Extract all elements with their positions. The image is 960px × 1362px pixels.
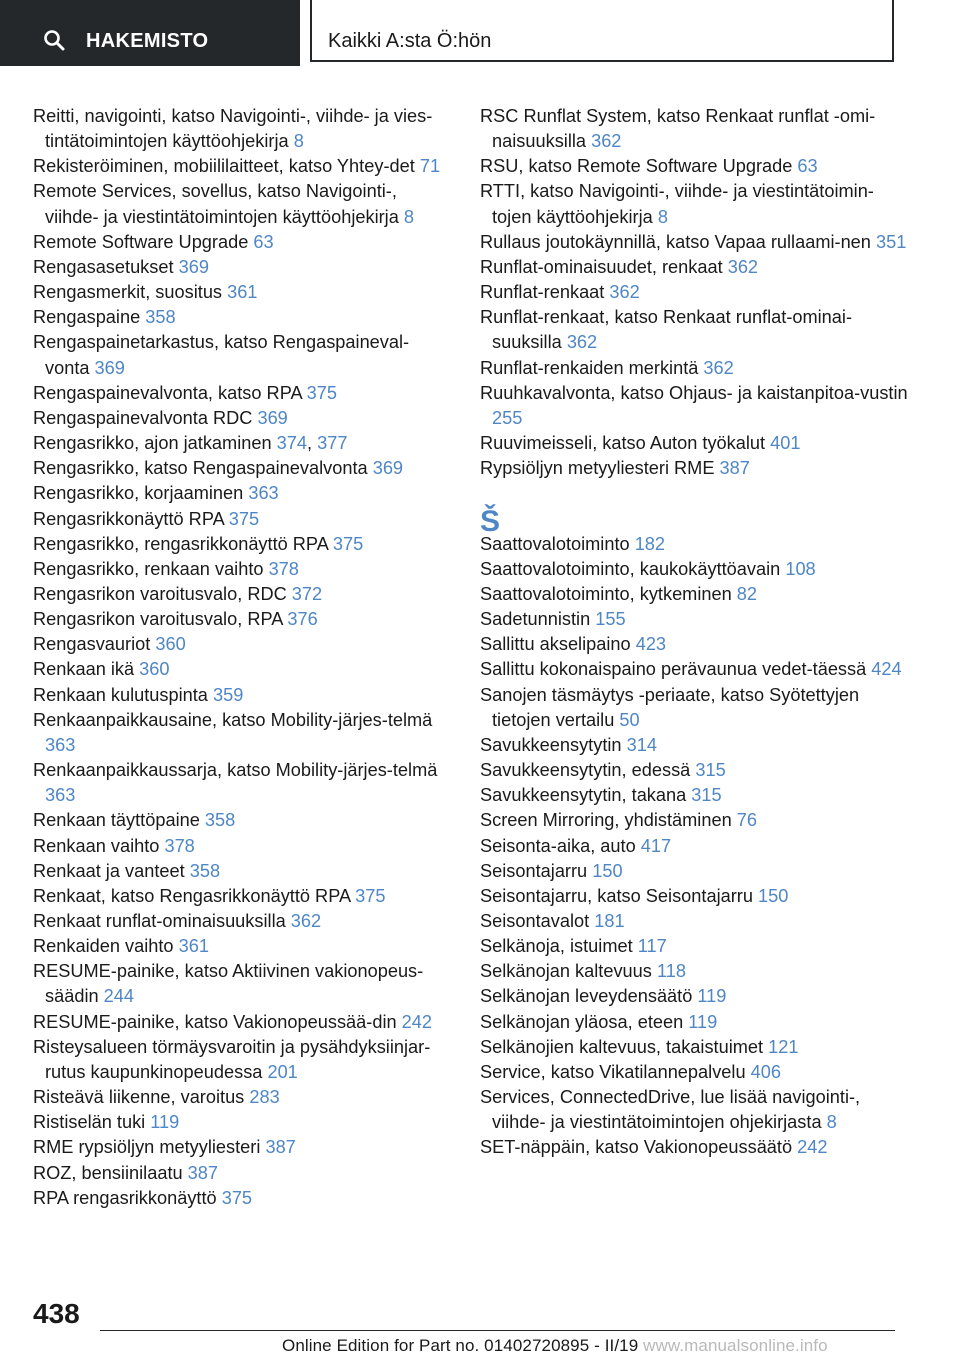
index-entry-text: RSC Runflat System, katso Renkaat runflat -omi-naisuuksilla xyxy=(480,106,876,152)
index-entry-text: Renkaan kulutuspinta xyxy=(33,684,213,705)
index-entry xyxy=(480,909,910,934)
index-group-r xyxy=(480,104,910,481)
index-entry-text: Savukkeensytytin, edessä xyxy=(480,760,696,781)
index-entry-text: Remote Software Upgrade xyxy=(33,231,254,252)
index-entry xyxy=(480,733,910,758)
page-link[interactable]: 376 xyxy=(287,609,318,630)
index-entry xyxy=(480,557,910,582)
page-link[interactable]: 417 xyxy=(640,835,672,856)
page-link[interactable]: 150 xyxy=(758,885,789,906)
index-entry xyxy=(33,1010,453,1035)
edition-text: Online Edition for Part no. 01402720895 - II/19 xyxy=(282,1336,639,1355)
index-entry-text: Rengasrikkonäyttö RPA xyxy=(33,508,229,529)
index-entry-text: SET-näppäin, katso Vakionopeussäätö xyxy=(480,1137,798,1158)
index-entry-text: Rengaspainevalvonta, katso RPA xyxy=(33,382,307,403)
index-entry xyxy=(33,406,453,431)
index-entry xyxy=(480,154,910,179)
index-entry-text: Renkaiden vaihto xyxy=(33,936,179,957)
index-entry xyxy=(33,934,453,959)
index-entry-text: Ruuvimeisseli, katso Auton työkalut xyxy=(480,433,771,454)
index-entry xyxy=(33,1110,453,1135)
index-entry xyxy=(33,507,453,532)
index-column-left xyxy=(33,104,453,1211)
index-entry xyxy=(480,783,910,808)
page-link[interactable]: 8 xyxy=(403,206,414,227)
index-entry xyxy=(33,481,453,506)
page-link[interactable]: 362 xyxy=(703,357,734,378)
index-entry xyxy=(480,959,910,984)
index-entry xyxy=(33,154,453,179)
index-entry-text: Renkaanpaikkaussarja, katso Mobility-järjes-telmä xyxy=(33,760,438,781)
page-link[interactable]: 360 xyxy=(155,634,186,655)
index-entry-text: Screen Mirroring, yhdistäminen xyxy=(480,810,737,831)
index-entry xyxy=(480,104,910,154)
index-entry xyxy=(480,230,910,255)
index-entry-text: Saattovalotoiminto, kaukokäyttöavain xyxy=(480,558,786,579)
page-link[interactable]: 369 xyxy=(178,256,209,277)
search-icon xyxy=(42,28,66,52)
index-entry-text: Selkänojan yläosa, eteen xyxy=(480,1011,689,1032)
index-entry-text: Remote Services, sovellus, katso Navigointi-, viihde- ja viestintätoimintojen käyttöohjekirja xyxy=(33,181,404,227)
index-entry-text: Rengaspaine xyxy=(33,307,146,328)
index-entry xyxy=(480,381,910,431)
page-link[interactable]: 8 xyxy=(657,206,668,227)
footer-edition xyxy=(282,1336,828,1356)
page-link[interactable]: 71 xyxy=(419,156,441,177)
index-entry xyxy=(480,683,910,733)
index-entry-text: Rengasrikon varoitusvalo, RDC xyxy=(33,583,292,604)
page-link[interactable]: 362 xyxy=(290,911,322,931)
page-link[interactable]: 372 xyxy=(291,583,323,604)
index-entry-text: Rengasmerkit, suositus xyxy=(33,282,228,303)
index-entry-text: Rengasrikon varoitusvalo, RPA xyxy=(33,609,288,630)
page-link[interactable]: 362 xyxy=(566,332,598,353)
index-entry xyxy=(480,1035,910,1060)
index-entry xyxy=(480,758,910,783)
index-entry-text: Rengasvauriot xyxy=(33,634,156,655)
page-link[interactable]: 361 xyxy=(227,282,258,303)
index-entry xyxy=(480,356,910,381)
page-link[interactable]: 255 xyxy=(492,407,523,428)
index-entry xyxy=(480,456,910,481)
index-entry-text: Rypsiöljyn metyyliesteri RME xyxy=(480,458,720,479)
index-entry-text: Ruuhkavalvonta, katso Ohjaus- ja kaistanpitoa-vustin xyxy=(480,382,908,403)
page-link[interactable]: 351 xyxy=(875,231,907,252)
page-number: 438 xyxy=(33,1298,80,1329)
page-link[interactable]: 363 xyxy=(45,734,76,755)
index-entry-text: Selkänojan leveydensäätö xyxy=(480,986,698,1007)
index-entry xyxy=(33,708,453,758)
index-entry xyxy=(33,532,453,557)
section-title: Kaikki A:sta Ö:hön xyxy=(328,30,492,52)
index-entry xyxy=(33,582,453,607)
index-entry-text: Selkänojan kaltevuus xyxy=(480,961,657,982)
index-entry-text: Renkaan vaihto xyxy=(33,835,165,856)
page-link[interactable]: 358 xyxy=(204,810,236,831)
page-link[interactable]: 363 xyxy=(248,483,279,504)
page-link[interactable]: 150 xyxy=(592,860,623,881)
index-entry-text: Rengasrikko, rengasrikkonäyttö RPA xyxy=(33,533,333,554)
page-link[interactable]: 378 xyxy=(268,558,299,579)
index-tab-label: HAKEMISTO xyxy=(86,30,209,52)
index-entry xyxy=(33,632,453,657)
page-link[interactable]: 369 xyxy=(372,458,404,479)
index-entry-text: Reitti, navigointi, katso Navigointi-, viihde- ja vies-tintätoimintojen käyttöohjekirja xyxy=(33,106,433,152)
index-entry-text: Savukkeensytytin xyxy=(480,734,627,755)
watermark-site: www.manualsonline.info xyxy=(643,1336,828,1355)
index-entry xyxy=(480,1010,910,1035)
index-entry-text: Rullaus joutokäynnillä, katso Vapaa rullaami-nen xyxy=(480,231,876,252)
page-link[interactable]: 315 xyxy=(695,760,726,781)
index-entry-text: RPA rengasrikkonäyttö xyxy=(33,1187,222,1208)
index-entry xyxy=(33,280,453,305)
index-entry-text: Rekisteröiminen, mobiililaitteet, katso Yhtey-det xyxy=(33,156,420,177)
page-link[interactable]: 119 xyxy=(150,1112,180,1133)
index-entry xyxy=(33,657,453,682)
page-link[interactable]: 63 xyxy=(797,156,818,177)
page-link[interactable]: 387 xyxy=(265,1137,296,1158)
index-entry xyxy=(480,532,910,557)
page-link[interactable]: 375 xyxy=(228,508,260,529)
index-entry-text: Saattovalotoiminto, kytkeminen xyxy=(480,583,737,604)
index-entry xyxy=(480,431,910,456)
index-column-right xyxy=(480,104,910,1161)
index-entry xyxy=(480,984,910,1009)
index-entry xyxy=(480,1135,910,1160)
index-entry xyxy=(33,884,453,909)
page-link[interactable]: 406 xyxy=(750,1061,781,1082)
index-entry xyxy=(480,1060,910,1085)
index-entry xyxy=(33,456,453,481)
index-entry-text: Rengasrikko, renkaan vaihto xyxy=(33,558,269,579)
page-link[interactable]: 375 xyxy=(221,1187,253,1208)
page-link[interactable]: 401 xyxy=(770,433,801,454)
index-entry xyxy=(33,758,453,808)
page-link[interactable]: 361 xyxy=(178,936,209,957)
index-entry-text: Runflat-ominaisuudet, renkaat xyxy=(480,256,728,277)
page-link[interactable]: 119 xyxy=(697,986,727,1007)
index-entry-text: Rengasasetukset xyxy=(33,256,179,277)
page-link[interactable]: 375 xyxy=(355,885,386,906)
index-entry xyxy=(480,808,910,833)
index-entry-text: Rengaspainetarkastus, katso Rengaspaineval-vonta xyxy=(33,332,410,378)
index-entry-text: Sallittu akselipaino xyxy=(480,634,636,655)
index-entry: Rengasrikko, ajon jatkaminen 374, 377 xyxy=(33,433,348,454)
page-link[interactable]: 358 xyxy=(189,860,221,881)
index-entry xyxy=(33,859,453,884)
index-entry xyxy=(480,632,910,657)
index-entry xyxy=(33,1035,453,1085)
index-entry-text: Rengasrikko, korjaaminen xyxy=(33,483,249,504)
page-link[interactable]: 362 xyxy=(609,282,640,303)
page-link[interactable]: 315 xyxy=(691,785,722,806)
index-entry xyxy=(33,255,453,280)
index-entry xyxy=(33,104,453,154)
page-link[interactable]: 108 xyxy=(785,558,816,579)
index-entry xyxy=(480,582,910,607)
index-entry xyxy=(33,1085,453,1110)
index-entry-text: Renkaat ja vanteet xyxy=(33,860,190,881)
index-entry xyxy=(480,834,910,859)
index-entry xyxy=(33,607,453,632)
index-entry-text: Sadetunnistin xyxy=(480,609,596,630)
page-link[interactable]: 362 xyxy=(591,131,622,152)
index-entry xyxy=(33,683,453,708)
page-link[interactable]: 378 xyxy=(164,835,195,856)
page-link[interactable]: 82 xyxy=(736,583,758,604)
index-entry xyxy=(33,1161,453,1186)
index-entry-text: Rengaspainevalvonta RDC xyxy=(33,407,258,428)
page-link[interactable]: 423 xyxy=(635,634,667,655)
page-link[interactable]: 362 xyxy=(727,256,759,277)
index-entry-text: Runflat-renkaat xyxy=(480,282,610,303)
index-entry xyxy=(480,179,910,229)
index-entry-text: ROZ, bensiinilaatu xyxy=(33,1162,188,1183)
index-entry-text: RTTI, katso Navigointi-, viihde- ja viestintätoimin-tojen käyttöohjekirja xyxy=(480,181,874,227)
page-header xyxy=(0,0,960,66)
index-entry-text: Saattovalotoiminto xyxy=(480,533,635,554)
index-entry-text: Renkaan täyttöpaine xyxy=(33,810,205,831)
page-link[interactable]: 117 xyxy=(637,936,667,957)
index-entry xyxy=(33,230,453,255)
index-entry xyxy=(480,657,910,682)
index-entry-text: Seisontajarru, katso Seisontajarru xyxy=(480,885,759,906)
index-entry-text: Savukkeensytytin, takana xyxy=(480,785,692,806)
index-entry xyxy=(480,934,910,959)
index-entry xyxy=(480,884,910,909)
page-link[interactable]: 201 xyxy=(267,1061,298,1082)
index-entry xyxy=(480,859,910,884)
page-link[interactable]: 155 xyxy=(595,609,626,630)
page-link[interactable]: 242 xyxy=(401,1011,433,1032)
page-link[interactable]: 8 xyxy=(293,131,304,152)
index-entry-text: Renkaat, katso Rengasrikkonäyttö RPA xyxy=(33,885,356,906)
index-entry xyxy=(33,381,453,406)
index-entry-text: Runflat-renkaiden merkintä xyxy=(480,357,704,378)
index-entry-text: Renkaanpaikkausaine, katso Mobility-järjes-telmä xyxy=(33,709,433,730)
page-link[interactable]: 181 xyxy=(594,910,625,931)
index-group-s xyxy=(480,532,910,1161)
index-entry-text: Seisontavalot xyxy=(480,910,595,931)
index-entry xyxy=(33,557,453,582)
page-link[interactable]: 63 xyxy=(253,231,274,252)
page-link[interactable]: 119 xyxy=(688,1011,718,1032)
page-link[interactable]: 387 xyxy=(187,1162,219,1183)
page-link[interactable]: 369 xyxy=(257,407,288,428)
section-title-box xyxy=(310,0,894,62)
page-link[interactable]: 369 xyxy=(94,357,125,378)
index-entry-text: Renkaat runflat-ominaisuuksilla xyxy=(33,911,291,931)
page-link[interactable]: 182 xyxy=(634,533,666,554)
page-link[interactable]: 8 xyxy=(826,1112,837,1133)
page-link[interactable]: 387 xyxy=(719,458,750,479)
index-entry xyxy=(480,280,910,305)
index-entry-text: RSU, katso Remote Software Upgrade xyxy=(480,156,798,177)
index-entry xyxy=(480,305,910,355)
index-entry xyxy=(33,909,453,934)
index-entry-text: Sanojen täsmäytys -periaate, katso Syötettyjen tietojen vertailu xyxy=(480,684,860,730)
index-entry xyxy=(33,834,453,859)
index-entry-text: Seisonta-aika, auto xyxy=(480,835,641,856)
page-link[interactable]: 76 xyxy=(736,810,757,831)
page-link[interactable]: 358 xyxy=(145,307,176,328)
index-entry-text: Selkänojien kaltevuus, takaistuimet xyxy=(480,1036,769,1057)
index-entry-text: Sallittu kokonaispaino perävaunua vedet-täessä xyxy=(480,659,872,680)
index-entry-text: Risteävä liikenne, varoitus xyxy=(33,1087,250,1108)
index-entry xyxy=(33,1186,453,1211)
index-entry-text: RESUME-painike, katso Vakionopeussää-din xyxy=(33,1011,402,1032)
page-link[interactable]: 359 xyxy=(212,684,244,705)
index-entry xyxy=(33,959,453,1009)
page-link[interactable]: 118 xyxy=(656,961,686,982)
page-link[interactable]: 283 xyxy=(249,1087,280,1108)
index-entry xyxy=(33,305,453,330)
page-link[interactable]: 375 xyxy=(332,533,364,554)
index-entry xyxy=(33,330,453,380)
page-link[interactable]: 244 xyxy=(103,986,135,1007)
page-link[interactable]: 424 xyxy=(871,659,902,680)
index-entry-text: Rengasrikko, katso Rengaspainevalvonta xyxy=(33,458,373,479)
page-link[interactable]: 121 xyxy=(768,1036,799,1057)
index-entry xyxy=(33,808,453,833)
index-search-tab[interactable] xyxy=(0,0,300,66)
index-entry-text: RESUME-painike, katso Aktiivinen vakionopeus-säädin xyxy=(33,961,424,1007)
page-link[interactable]: 360 xyxy=(139,659,170,680)
page-link[interactable]: 375 xyxy=(306,382,338,403)
page-link[interactable]: 377 xyxy=(317,433,348,454)
index-entry-text: Selkänoja, istuimet xyxy=(480,936,638,957)
index-entry xyxy=(480,1085,910,1135)
page-link[interactable]: 50 xyxy=(619,709,640,730)
index-entry-text: Seisontajarru xyxy=(480,860,593,881)
index-entry xyxy=(480,255,910,280)
index-entry xyxy=(33,1135,453,1160)
index-entry-text: Renkaan ikä xyxy=(33,659,140,680)
index-entry-text: Ristiselän tuki xyxy=(33,1112,151,1133)
footer-divider xyxy=(100,1330,895,1331)
index-entry-text: Service, katso Vikatilannepalvelu xyxy=(480,1061,751,1082)
page-link[interactable]: 242 xyxy=(797,1137,828,1158)
index-entry-text: Services, ConnectedDrive, lue lisää navigointi-, viihde- ja viestintätoimintojen ohjekirjasta xyxy=(480,1087,861,1133)
page-link[interactable]: 374 xyxy=(276,433,307,454)
index-entry-text: RME rypsiöljyn metyyliesteri xyxy=(33,1137,266,1158)
section-letter-heading: Š xyxy=(480,505,501,539)
index-entry-text: Runflat-renkaat, katso Renkaat runflat-ominai-suuksilla xyxy=(480,307,853,353)
index-entry xyxy=(480,607,910,632)
index-entry-text: Rengasrikko, ajon jatkaminen xyxy=(33,433,277,454)
page-link[interactable]: 363 xyxy=(45,785,76,806)
index-entry-text: Risteysalueen törmäysvaroitin ja pysähdyksiinjar-rutus kaupunkinopeudessa xyxy=(33,1036,431,1082)
index-entry xyxy=(33,179,453,229)
page-link[interactable]: 314 xyxy=(626,734,657,755)
